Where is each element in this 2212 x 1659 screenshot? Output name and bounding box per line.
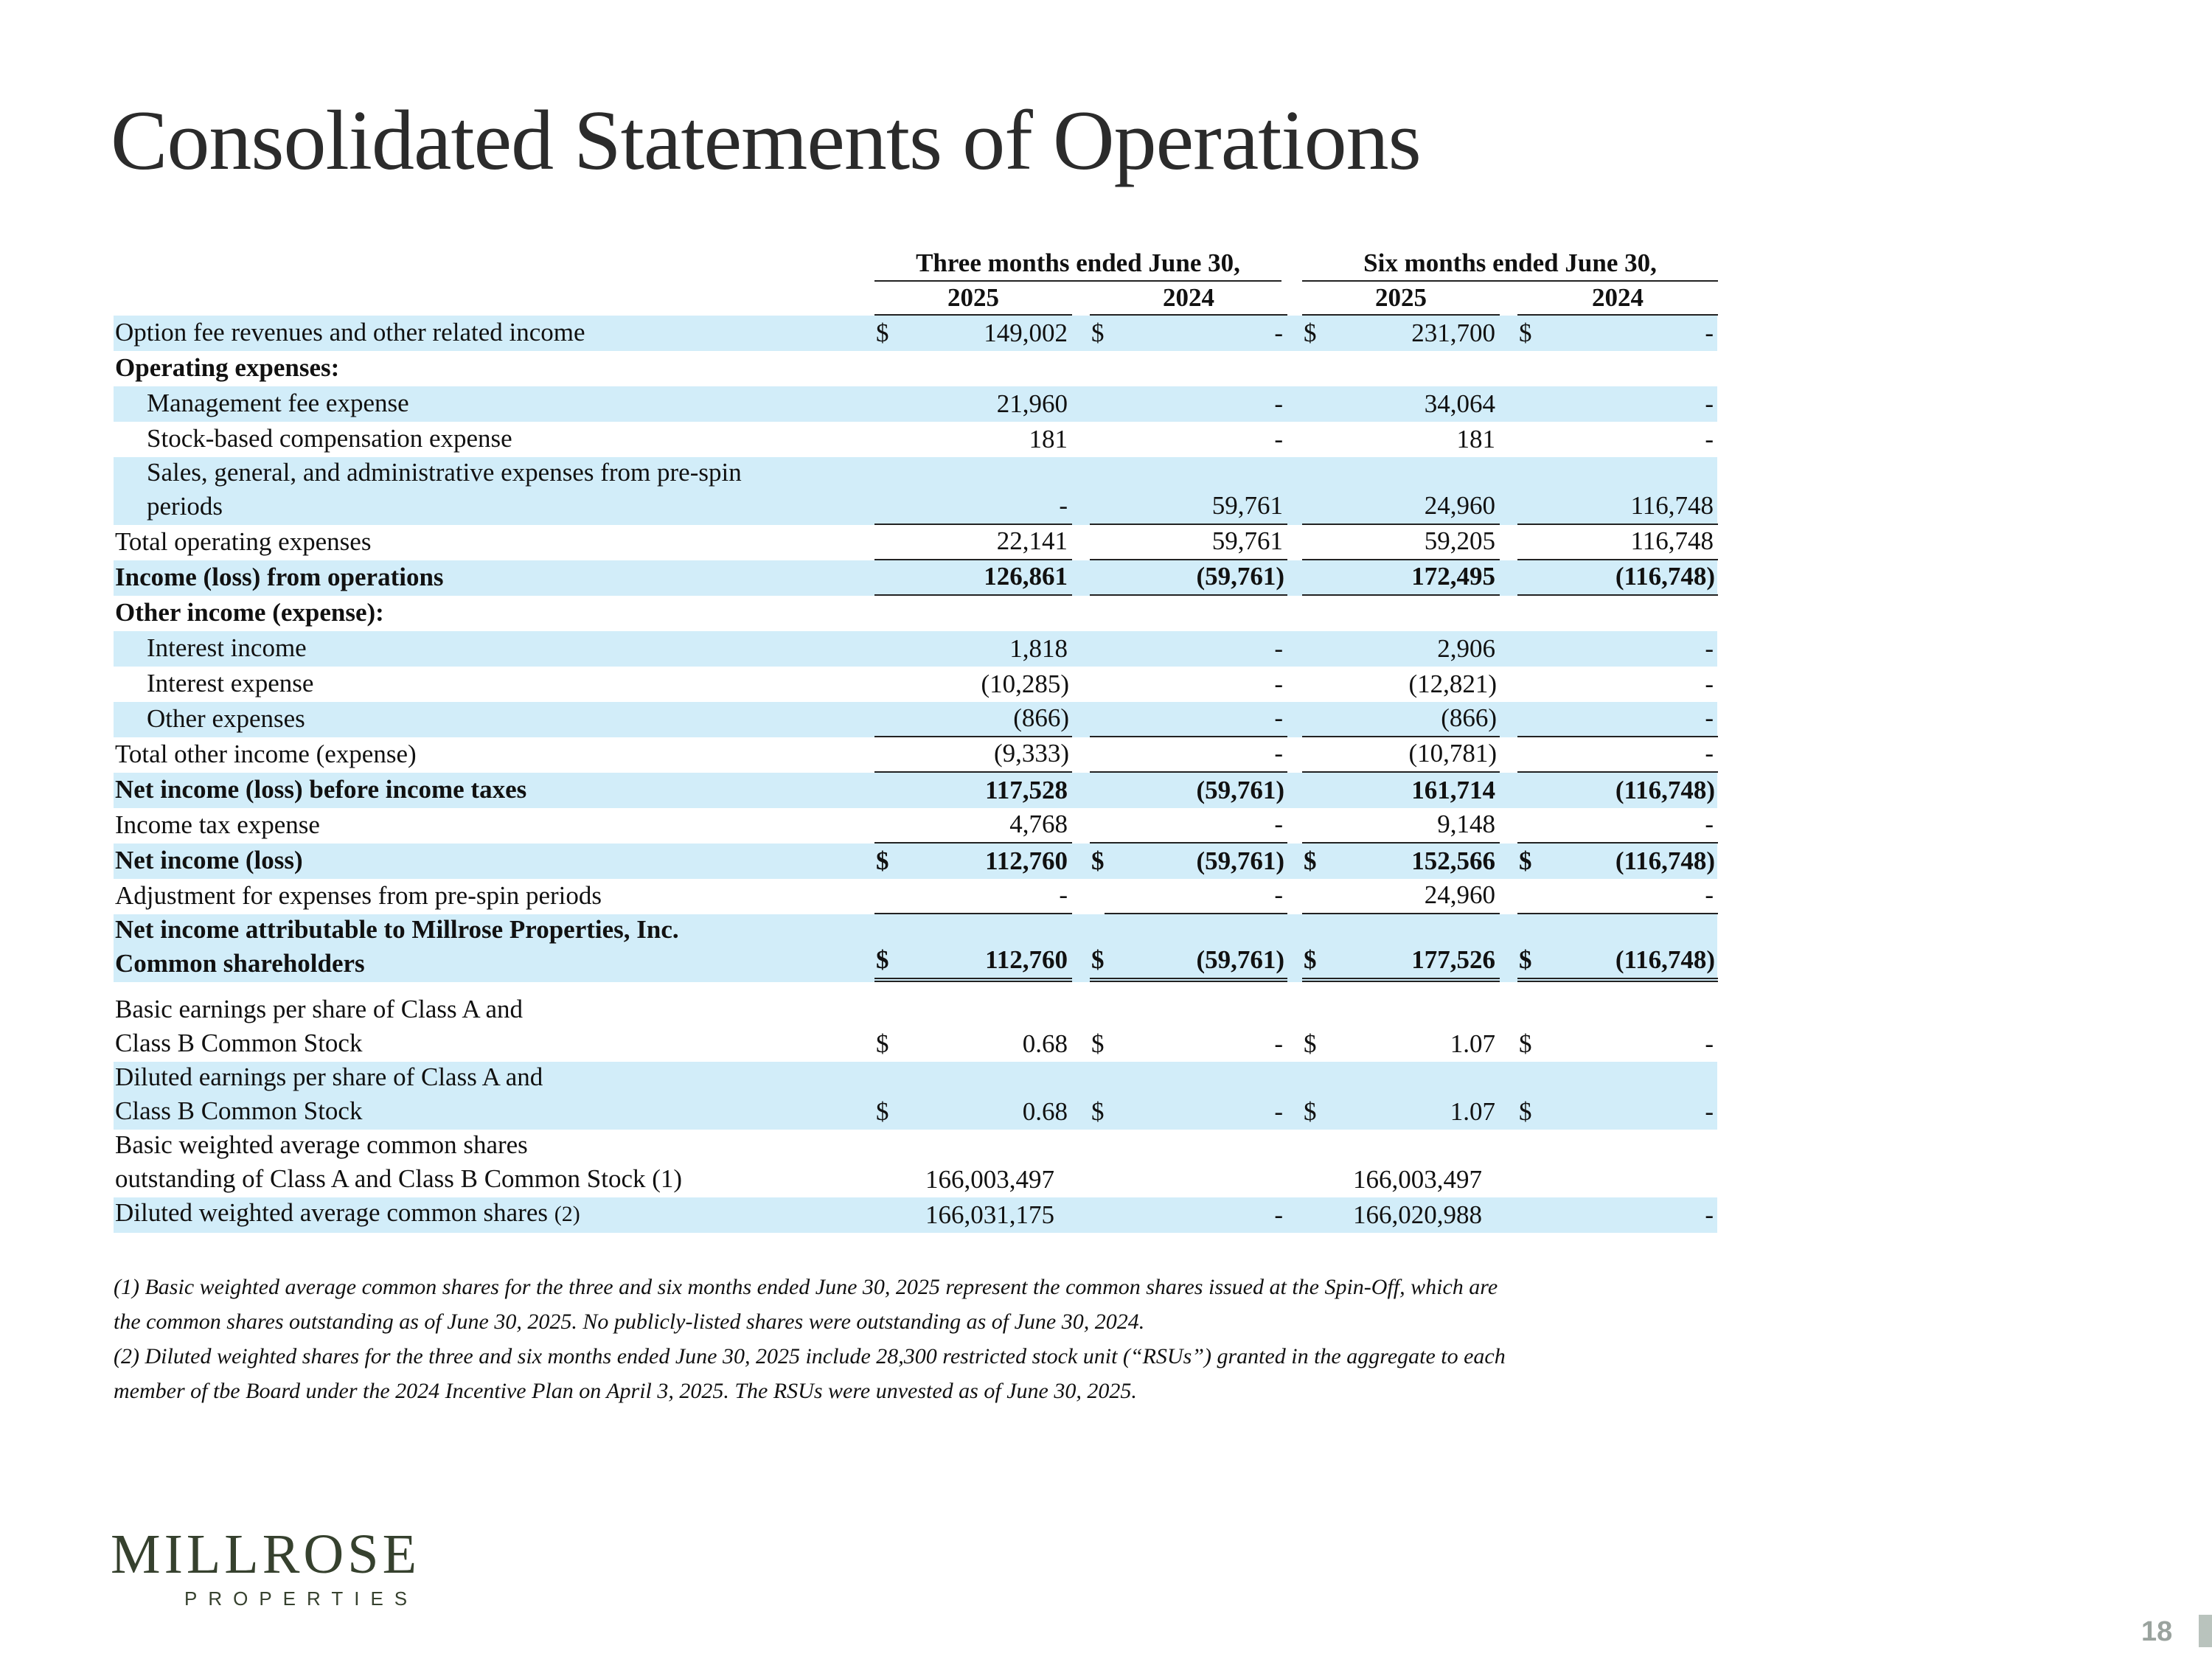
operations-table bbox=[114, 246, 1717, 1233]
cell-value: - bbox=[1274, 1029, 1283, 1058]
table-row bbox=[114, 702, 1717, 737]
row-label: Total other income (expense) bbox=[115, 740, 417, 768]
cell-value: 9,148 bbox=[1437, 810, 1495, 838]
cell-value: - bbox=[1705, 1029, 1714, 1058]
row-label: Total operating expenses bbox=[115, 527, 372, 556]
table-row bbox=[114, 914, 1717, 982]
table-row bbox=[114, 879, 1717, 914]
cell-value: 112,760 bbox=[985, 846, 1068, 875]
currency-symbol: $ bbox=[1519, 846, 1532, 875]
cell-value: 34,064 bbox=[1424, 389, 1495, 418]
cell-value: 2,906 bbox=[1437, 634, 1495, 663]
cell-value: 172,495 bbox=[1411, 562, 1495, 591]
cell-value: (59,761) bbox=[1196, 562, 1284, 591]
footnotes bbox=[114, 1270, 1721, 1408]
row-label: Net income (loss) bbox=[115, 846, 303, 874]
cell-value: - bbox=[1274, 1097, 1283, 1126]
cell-value: 149,002 bbox=[984, 319, 1068, 347]
cell-value: 59,761 bbox=[1211, 526, 1283, 555]
currency-symbol: $ bbox=[1091, 1029, 1105, 1058]
row-label: Net income (loss) before income taxes bbox=[115, 775, 527, 804]
row-label-line: Net income attributable to Millrose Properties, Inc. bbox=[115, 915, 679, 944]
cell-value: - bbox=[1705, 703, 1714, 732]
cell-value: 1.07 bbox=[1450, 1029, 1495, 1058]
cell-value: - bbox=[1705, 810, 1714, 838]
row-label-text: Diluted weighted average common shares bbox=[115, 1198, 549, 1227]
cell-value: (59,761) bbox=[1196, 846, 1284, 875]
table-row bbox=[114, 422, 1717, 457]
row-label-line: Basic earnings per share of Class A and bbox=[115, 995, 524, 1023]
cell-value: (116,748) bbox=[1615, 776, 1715, 804]
cell-value: (59,761) bbox=[1196, 945, 1284, 974]
cell-value: - bbox=[1274, 880, 1283, 909]
cell-value: 0.68 bbox=[1022, 1097, 1068, 1126]
year-header: 2025 bbox=[874, 282, 1072, 316]
cell-value: 59,761 bbox=[1211, 491, 1283, 520]
currency-symbol: $ bbox=[1091, 846, 1105, 875]
cell-value: - bbox=[1705, 739, 1714, 768]
cell-value: (866) bbox=[1441, 703, 1497, 732]
row-label bbox=[115, 992, 852, 1060]
cell-value: - bbox=[1059, 491, 1068, 520]
row-label: Adjustment for expenses from pre-spin periods bbox=[115, 881, 602, 910]
cell-value: 116,748 bbox=[1630, 526, 1714, 555]
cell-value: 126,861 bbox=[984, 562, 1068, 591]
currency-symbol: $ bbox=[1304, 1029, 1317, 1058]
cell-value: - bbox=[1274, 669, 1283, 698]
table-row bbox=[114, 844, 1717, 879]
cell-value: 181 bbox=[1029, 425, 1068, 453]
table-row bbox=[114, 808, 1717, 844]
currency-symbol: $ bbox=[1519, 1029, 1532, 1058]
table-row bbox=[114, 631, 1717, 667]
cell-value: 231,700 bbox=[1411, 319, 1495, 347]
table-row bbox=[114, 457, 1717, 525]
currency-symbol: $ bbox=[876, 319, 889, 347]
cell-value: - bbox=[1274, 703, 1283, 732]
cell-value: - bbox=[1274, 319, 1283, 347]
cell-value: 4,768 bbox=[1009, 810, 1068, 838]
section-label: Other income (expense): bbox=[115, 598, 384, 627]
table-row bbox=[114, 560, 1717, 596]
row-label: Income tax expense bbox=[115, 810, 320, 839]
table-row bbox=[114, 351, 1717, 386]
row-label: Interest expense bbox=[147, 669, 314, 698]
year-header: 2025 bbox=[1302, 282, 1500, 316]
cell-value: (10,781) bbox=[1408, 739, 1497, 768]
footnote-line: member of tbe Board under the 2024 Incentive Plan on April 3, 2025. The RSUs were unvested as of June 30, 2025. bbox=[114, 1379, 1137, 1403]
row-label bbox=[115, 1128, 867, 1196]
table-row bbox=[114, 994, 1717, 1062]
cell-value: 166,020,988 bbox=[1353, 1200, 1482, 1229]
table-row bbox=[114, 667, 1717, 702]
currency-symbol: $ bbox=[876, 945, 889, 974]
cell-value: - bbox=[1274, 810, 1283, 838]
row-label: Stock-based compensation expense bbox=[147, 424, 512, 453]
currency-symbol: $ bbox=[1304, 846, 1317, 875]
currency-symbol: $ bbox=[876, 1097, 889, 1126]
row-label: Management fee expense bbox=[147, 389, 409, 417]
cell-value: 24,960 bbox=[1424, 491, 1495, 520]
page-number: 18 bbox=[2141, 1616, 2173, 1647]
table-row bbox=[114, 737, 1717, 773]
currency-symbol: $ bbox=[876, 1029, 889, 1058]
cell-value: 161,714 bbox=[1411, 776, 1495, 804]
cell-value: 59,205 bbox=[1424, 526, 1495, 555]
cell-value: - bbox=[1705, 880, 1714, 909]
cell-value: (10,285) bbox=[981, 669, 1069, 698]
currency-symbol: $ bbox=[1519, 1097, 1532, 1126]
cell-value: (866) bbox=[1013, 703, 1069, 732]
row-label bbox=[115, 1060, 852, 1128]
row-label-line: Sales, general, and administrative expenses from pre-spin bbox=[147, 458, 742, 487]
cell-value: - bbox=[1274, 739, 1283, 768]
group-header-three-months: Three months ended June 30, bbox=[874, 246, 1281, 282]
cell-value: 24,960 bbox=[1424, 880, 1495, 909]
table-row bbox=[114, 1197, 1717, 1233]
cell-value: 116,748 bbox=[1630, 491, 1714, 520]
cell-value: 1,818 bbox=[1009, 634, 1068, 663]
cell-value: (116,748) bbox=[1615, 846, 1715, 875]
footnote-line: (2) Diluted weighted shares for the three and six months ended June 30, 2025 include 28,300 restricted stock unit (“RSUs”) granted in the aggregate to each bbox=[114, 1344, 1506, 1368]
currency-symbol: $ bbox=[1091, 945, 1105, 974]
cell-value: - bbox=[1705, 389, 1714, 418]
footnote-line: (1) Basic weighted average common shares for the three and six months ended June 30, 2025 represent the common shares issued at the Spin-Off, which are bbox=[114, 1275, 1498, 1299]
cell-value: - bbox=[1274, 425, 1283, 453]
cell-value: 117,528 bbox=[985, 776, 1068, 804]
section-label: Operating expenses: bbox=[115, 353, 340, 382]
cell-value: - bbox=[1705, 669, 1714, 698]
year-header: 2024 bbox=[1090, 282, 1287, 316]
currency-symbol: $ bbox=[1519, 945, 1532, 974]
footnote-line: the common shares outstanding as of June 30, 2025. No publicly-listed shares were outstanding as of June 30, 2024. bbox=[114, 1310, 1145, 1334]
row-label-line: Basic weighted average common shares bbox=[115, 1130, 528, 1159]
row-label: Option fee revenues and other related income bbox=[115, 318, 585, 347]
row-label: Other expenses bbox=[147, 704, 305, 733]
cell-value: 166,003,497 bbox=[925, 1165, 1054, 1194]
cell-value: (59,761) bbox=[1196, 776, 1284, 804]
logo-subtitle: PROPERTIES bbox=[184, 1587, 419, 1610]
cell-value: 21,960 bbox=[996, 389, 1068, 418]
table-row bbox=[114, 386, 1717, 422]
cell-value: - bbox=[1705, 319, 1714, 347]
cell-value: - bbox=[1705, 634, 1714, 663]
table-row bbox=[114, 596, 1717, 631]
table-row bbox=[114, 316, 1717, 351]
cell-value: 1.07 bbox=[1450, 1097, 1495, 1126]
cell-value: (116,748) bbox=[1615, 945, 1715, 974]
cell-value: 112,760 bbox=[985, 945, 1068, 974]
row-label bbox=[115, 1196, 852, 1231]
row-label: Interest income bbox=[147, 633, 307, 662]
table-row bbox=[114, 773, 1717, 808]
currency-symbol: $ bbox=[876, 846, 889, 875]
cell-value: 0.68 bbox=[1022, 1029, 1068, 1058]
cell-value: (9,333) bbox=[993, 739, 1069, 768]
cell-value: 166,003,497 bbox=[1353, 1165, 1482, 1194]
group-header-six-months: Six months ended June 30, bbox=[1302, 246, 1718, 282]
cell-value: - bbox=[1705, 1097, 1714, 1126]
cell-value: - bbox=[1705, 1200, 1714, 1229]
cell-value: - bbox=[1274, 634, 1283, 663]
currency-symbol: $ bbox=[1304, 319, 1317, 347]
table-header bbox=[114, 246, 1717, 316]
row-label-line: Class B Common Stock bbox=[115, 1096, 363, 1125]
row-label-line: Diluted earnings per share of Class A and bbox=[115, 1062, 543, 1091]
row-label-line: outstanding of Class A and Class B Common Stock (1) bbox=[115, 1164, 683, 1193]
cell-value: - bbox=[1274, 389, 1283, 418]
cell-value: - bbox=[1059, 880, 1068, 909]
row-label-line: Class B Common Stock bbox=[115, 1029, 363, 1057]
year-header: 2024 bbox=[1517, 282, 1718, 316]
cell-value: (12,821) bbox=[1408, 669, 1497, 698]
currency-symbol: $ bbox=[1091, 319, 1105, 347]
company-logo bbox=[111, 1525, 420, 1613]
cell-value: 22,141 bbox=[996, 526, 1068, 555]
row-label bbox=[115, 913, 852, 981]
row-label: Income (loss) from operations bbox=[115, 563, 444, 591]
cell-value: - bbox=[1274, 1200, 1283, 1229]
page-title: Consolidated Statements of Operations bbox=[111, 94, 1421, 188]
page-marker bbox=[2199, 1615, 2212, 1647]
table-row bbox=[114, 525, 1717, 560]
cell-value: 166,031,175 bbox=[925, 1200, 1054, 1229]
row-label bbox=[147, 456, 884, 524]
cell-value: - bbox=[1705, 425, 1714, 453]
cell-value: (116,748) bbox=[1615, 562, 1715, 591]
row-label-line: Common shareholders bbox=[115, 949, 365, 978]
footnote-ref: (2) bbox=[554, 1202, 580, 1226]
cell-value: 152,566 bbox=[1411, 846, 1495, 875]
table-row bbox=[114, 1130, 1717, 1197]
row-label-line: periods bbox=[147, 492, 223, 521]
currency-symbol: $ bbox=[1304, 1097, 1317, 1126]
currency-symbol: $ bbox=[1519, 319, 1532, 347]
logo-name: MILLROSE bbox=[111, 1523, 420, 1585]
cell-value: 177,526 bbox=[1411, 945, 1495, 974]
cell-value: 181 bbox=[1456, 425, 1495, 453]
currency-symbol: $ bbox=[1091, 1097, 1105, 1126]
table-row bbox=[114, 1062, 1717, 1130]
currency-symbol: $ bbox=[1304, 945, 1317, 974]
